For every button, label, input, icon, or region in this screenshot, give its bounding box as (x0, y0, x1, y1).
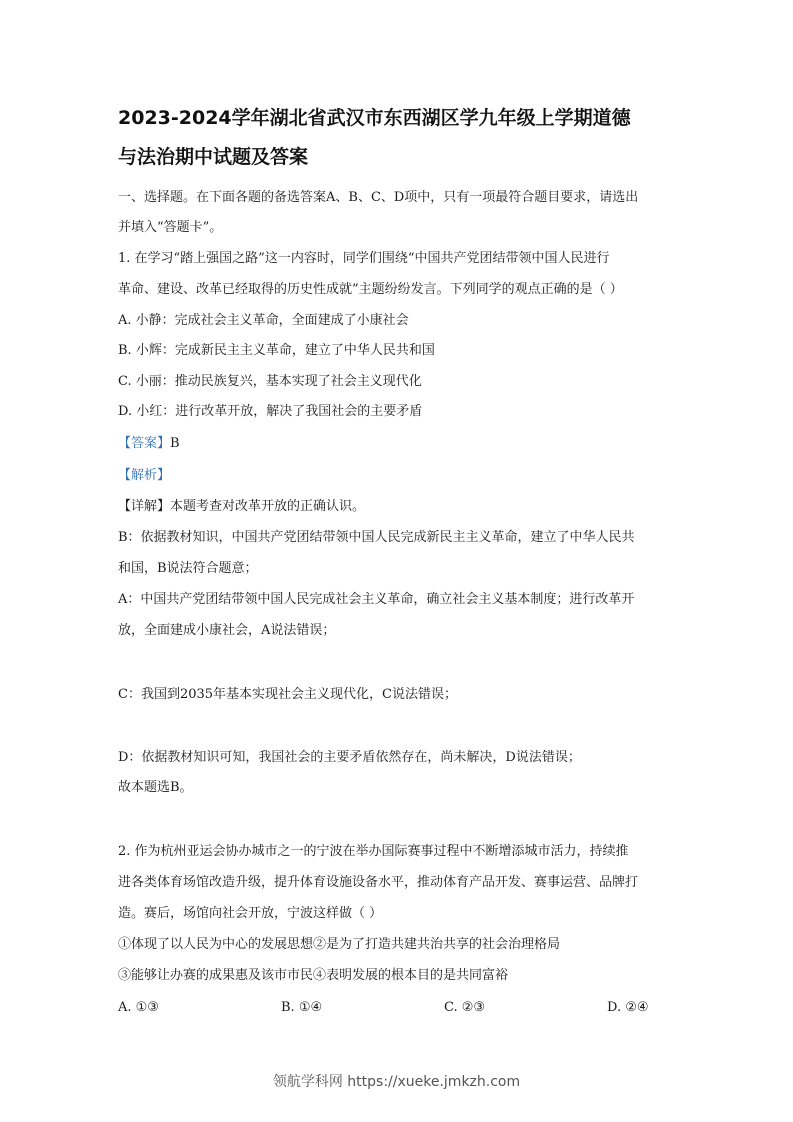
q1-stem-line-2: 革命、建设、改革已经取得的历史性成就”主题纷纷发言。下列同学的观点正确的是（ ） (118, 282, 623, 297)
q1-explain-line-5: C：我国到2035年基本实现社会主义现代化，C说法错误； (118, 687, 457, 702)
q1-detail-line: 【详解】本题考查对改革开放的正确认识。 (118, 499, 366, 514)
q1-explain-line-4: 放，全面建成小康社会，A说法错误； (118, 623, 336, 638)
q1-option-a: A. 小静：完成社会主义革命，全面建成了小康社会 (118, 313, 409, 328)
q1-analysis-tag: 【解析】 (118, 468, 171, 483)
q2-option-b: B. ①④ (281, 1000, 323, 1015)
document-title-line-2: 与法治期中试题及答案 (118, 146, 309, 168)
page-footer: 领航学科网 https://xueke.jmkzh.com (272, 1074, 521, 1090)
q2-option-d: D. ②④ (607, 1000, 649, 1015)
q1-explain-line-2: 和国，B说法符合题意； (118, 561, 258, 576)
q1-explain-line-1: B：依据教材知识，中国共产党团结带领中国人民完成新民主主义革命，建立了中华人民共 (118, 530, 635, 545)
q1-option-d: D. 小红：进行改革开放，解决了我国社会的主要矛盾 (118, 404, 423, 419)
section-intro-line-1: 一、选择题。在下面各题的备选答案A、B、C、D项中，只有一项最符合题目要求，请选出 (118, 190, 639, 205)
q1-option-c: C. 小丽：推动民族复兴，基本实现了社会主义现代化 (118, 374, 422, 389)
q1-stem-line-1: 1. 在学习“踏上强国之路”这一内容时，同学们围绕“中国共产党团结带领中国人民进行 (118, 251, 610, 266)
document-title-line-1: 2023-2024学年湖北省武汉市东西湖区学九年级上学期道德 (118, 107, 631, 129)
q2-choice-line-1: ①体现了以人民为中心的发展思想②是为了打造共建共治共享的社会治理格局 (118, 937, 561, 952)
section-intro-line-2: 并填入“答题卡”。 (118, 220, 223, 235)
q2-stem-line-3: 造。赛后，场馆向社会开放，宁波这样做（ ） (118, 906, 383, 921)
q2-stem-line-1: 2. 作为杭州亚运会协办城市之一的宁波在举办国际赛事过程中不断增添城市活力，持续推 (118, 844, 629, 859)
q2-stem-line-2: 进各类体育场馆改造升级，提升体育设施设备水平，推动体育产品开发、赛事运营、品牌打 (118, 875, 639, 890)
q2-option-c: C. ②③ (444, 1000, 486, 1015)
q1-explain-line-3: A：中国共产党团结带领中国人民完成社会主义革命，确立社会主义基本制度；进行改革开 (118, 592, 635, 607)
q1-option-b: B. 小辉：完成新民主主义革命，建立了中华人民共和国 (118, 343, 435, 358)
q1-answer (118, 436, 180, 452)
answer-value: B (170, 436, 180, 451)
answer-tag: 【答案】 (118, 436, 171, 451)
q1-explain-line-7: 故本题选B。 (118, 780, 193, 795)
q2-choice-line-2: ③能够让办赛的成果惠及该市市民④表明发展的根本目的是共同富裕 (118, 968, 509, 983)
q2-option-a: A. ①③ (118, 1000, 159, 1015)
q1-explain-line-6: D：依据教材知识可知，我国社会的主要矛盾依然存在，尚未解决，D说法错误； (118, 750, 581, 765)
